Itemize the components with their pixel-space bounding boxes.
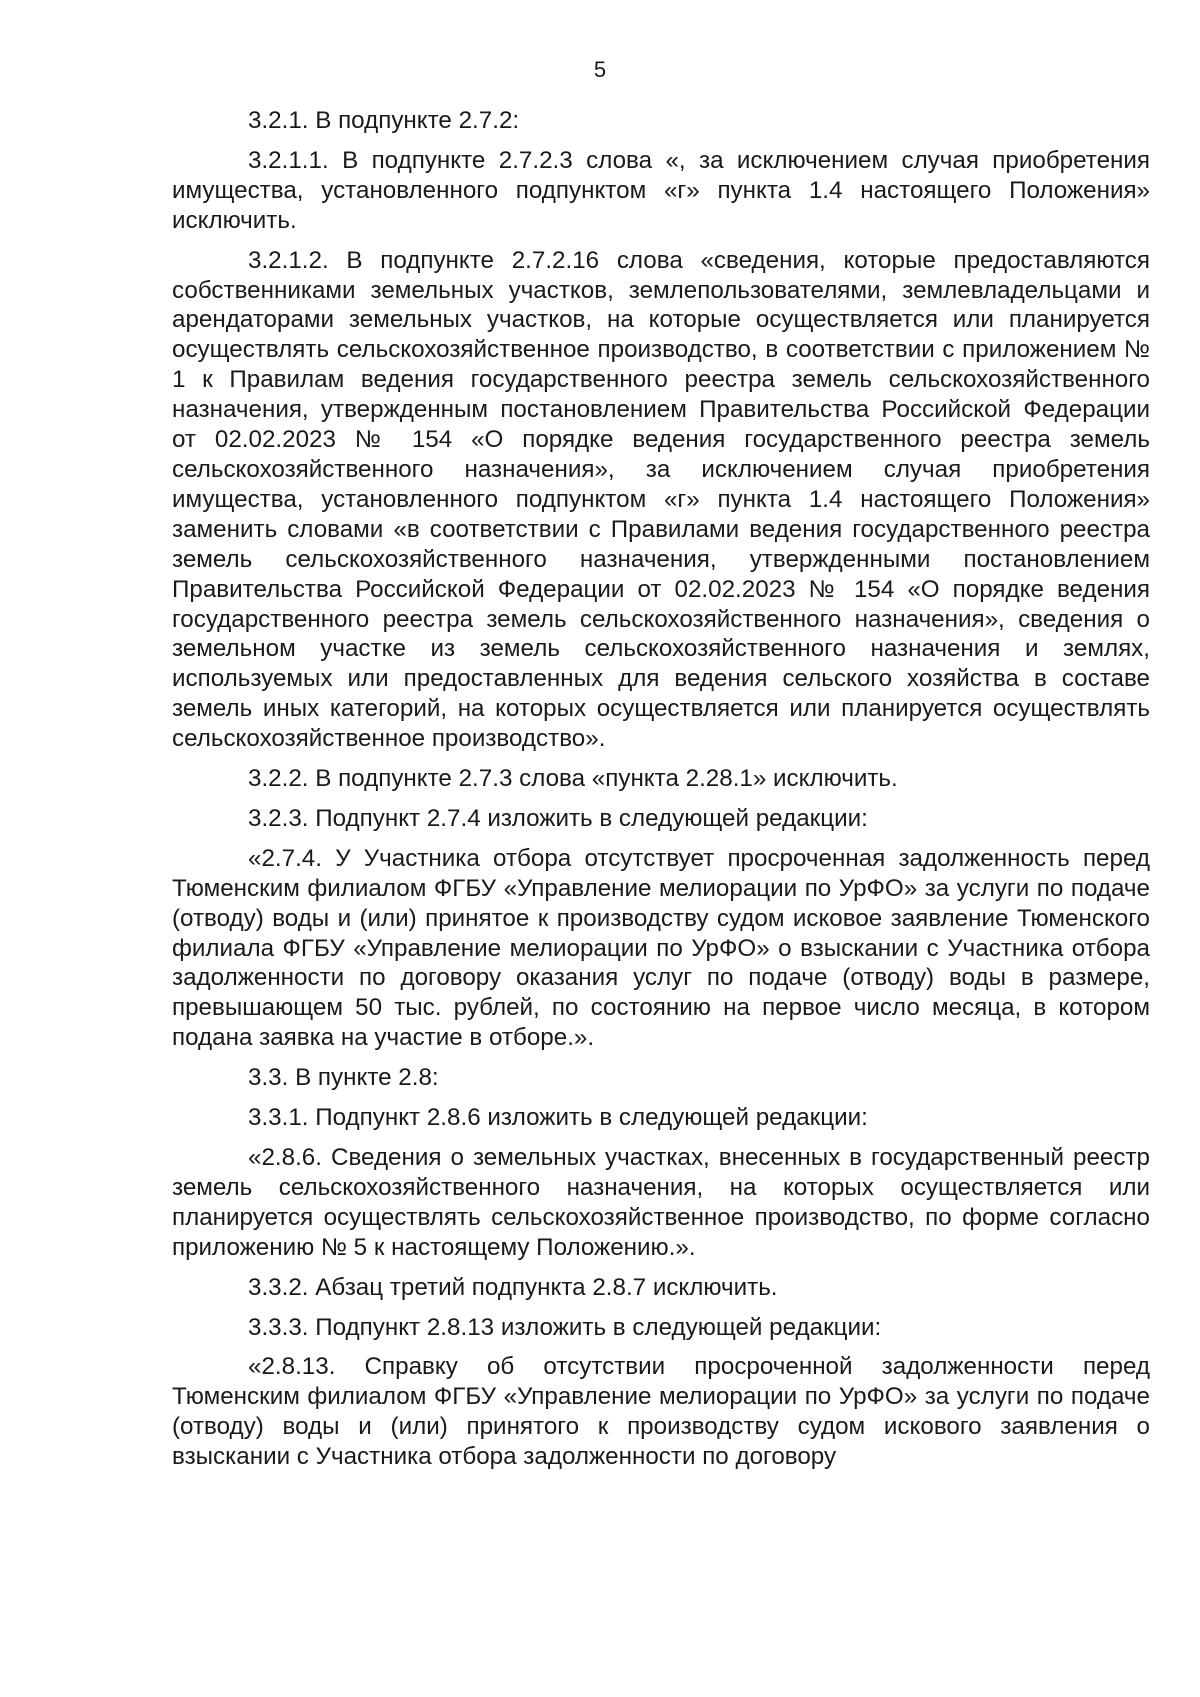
paragraph-3-3-3: 3.3.3. Подпункт 2.8.13 изложить в следующей редакции: [248,1313,882,1341]
paragraph-2-8-6-quote: «2.8.6. Сведения о земельных участках, внесенных в государственный реестр земель сельскохозяйственного назначения, на которых осуществляется или планируется осуществлять сельскохозяйственное производство, по форме согласно приложению № 5 к настоящему Положению.». [172,1144,1150,1261]
paragraph-3-3: 3.3. В пункте 2.8: [248,1064,439,1092]
paragraph-3-2-1-1: 3.2.1.1. В подпункте 2.7.2.3 слова «, за исключением случая приобретения имущества, установленного подпунктом «г» пункта 1.4 настоящего Положения» исключить. [172,146,1150,234]
paragraph-3-3-2: 3.3.2. Абзац третий подпункта 2.8.7 исключить. [248,1273,778,1301]
paragraph-2-7-4-quote: «2.7.4. У Участника отбора отсутствует просроченная задолженность перед Тюменским филиалом ФГБУ «Управление мелиорации по УрФО» за услуги по подаче (отводу) воды и (или) принятое к производству судом исковое заявление Тюменского филиала ФГБУ «Управление мелиорации по УрФО» о взыскании с Участника отбора задолженности по договору оказания услуг по подаче (отводу) воды в размере, превышающем 50 тыс. рублей, по состоянию на первое число месяца, в котором подана заявка на участие в отборе.». [172,844,1150,1052]
page-number: 5 [593,57,607,82]
document-body [172,106,1150,1482]
paragraph-2-8-13-quote: «2.8.13. Справку об отсутствии просроченной задолженности перед Тюменским филиалом ФГБУ «Управление мелиорации по УрФО» за услуги по подаче (отводу) воды и (или) принятого к производству судом искового заявления о взыскании с Участника отбора задолженности по договору [172,1353,1150,1471]
paragraph-3-2-1-2: 3.2.1.2. В подпункте 2.7.2.16 слова «сведения, которые предоставляются собственниками земельных участков, землепользователями, землевладельцами и арендаторами земельных участков, на которые осуществляется или планируется осуществлять сельскохозяйственное производство, в соответствии с приложением № 1 к Правилам ведения государственного реестра земель сельскохозяйственного назначения, утвержденным постановлением Правительства Российской Федерации от 02.02.2023 № 154 «О порядке ведения государственного реестра земель сельскохозяйственного назначения», за исключением случая приобретения имущества, установленного подпунктом «г» пункта 1.4 настоящего Положения» заменить словами «в соответствии с Правилами ведения государственного реестра земель сельскохозяйственного назначения, утвержденными постановлением Правительства Российской Федерации от 02.02.2023 № 154 «О порядке ведения государственного реестра земель сельскохозяйственного назначения», сведения о земельном участке из земель сельскохозяйственного назначения и землях, используемых или предоставленных для ведения сельского хозяйства в составе земель иных категорий, на которых осуществляется или планируется осуществлять сельскохозяйственное производство». [172,246,1150,753]
paragraph-3-3-1: 3.3.1. Подпункт 2.8.6 изложить в следующей редакции: [248,1104,868,1132]
paragraph-3-2-1: 3.2.1. В подпункте 2.7.2: [248,107,520,134]
paragraph-3-2-3: 3.2.3. Подпункт 2.7.4 изложить в следующей редакции: [248,804,868,832]
paragraph-3-2-2: 3.2.2. В подпункте 2.7.3 слова «пункта 2.28.1» исключить. [248,765,898,793]
